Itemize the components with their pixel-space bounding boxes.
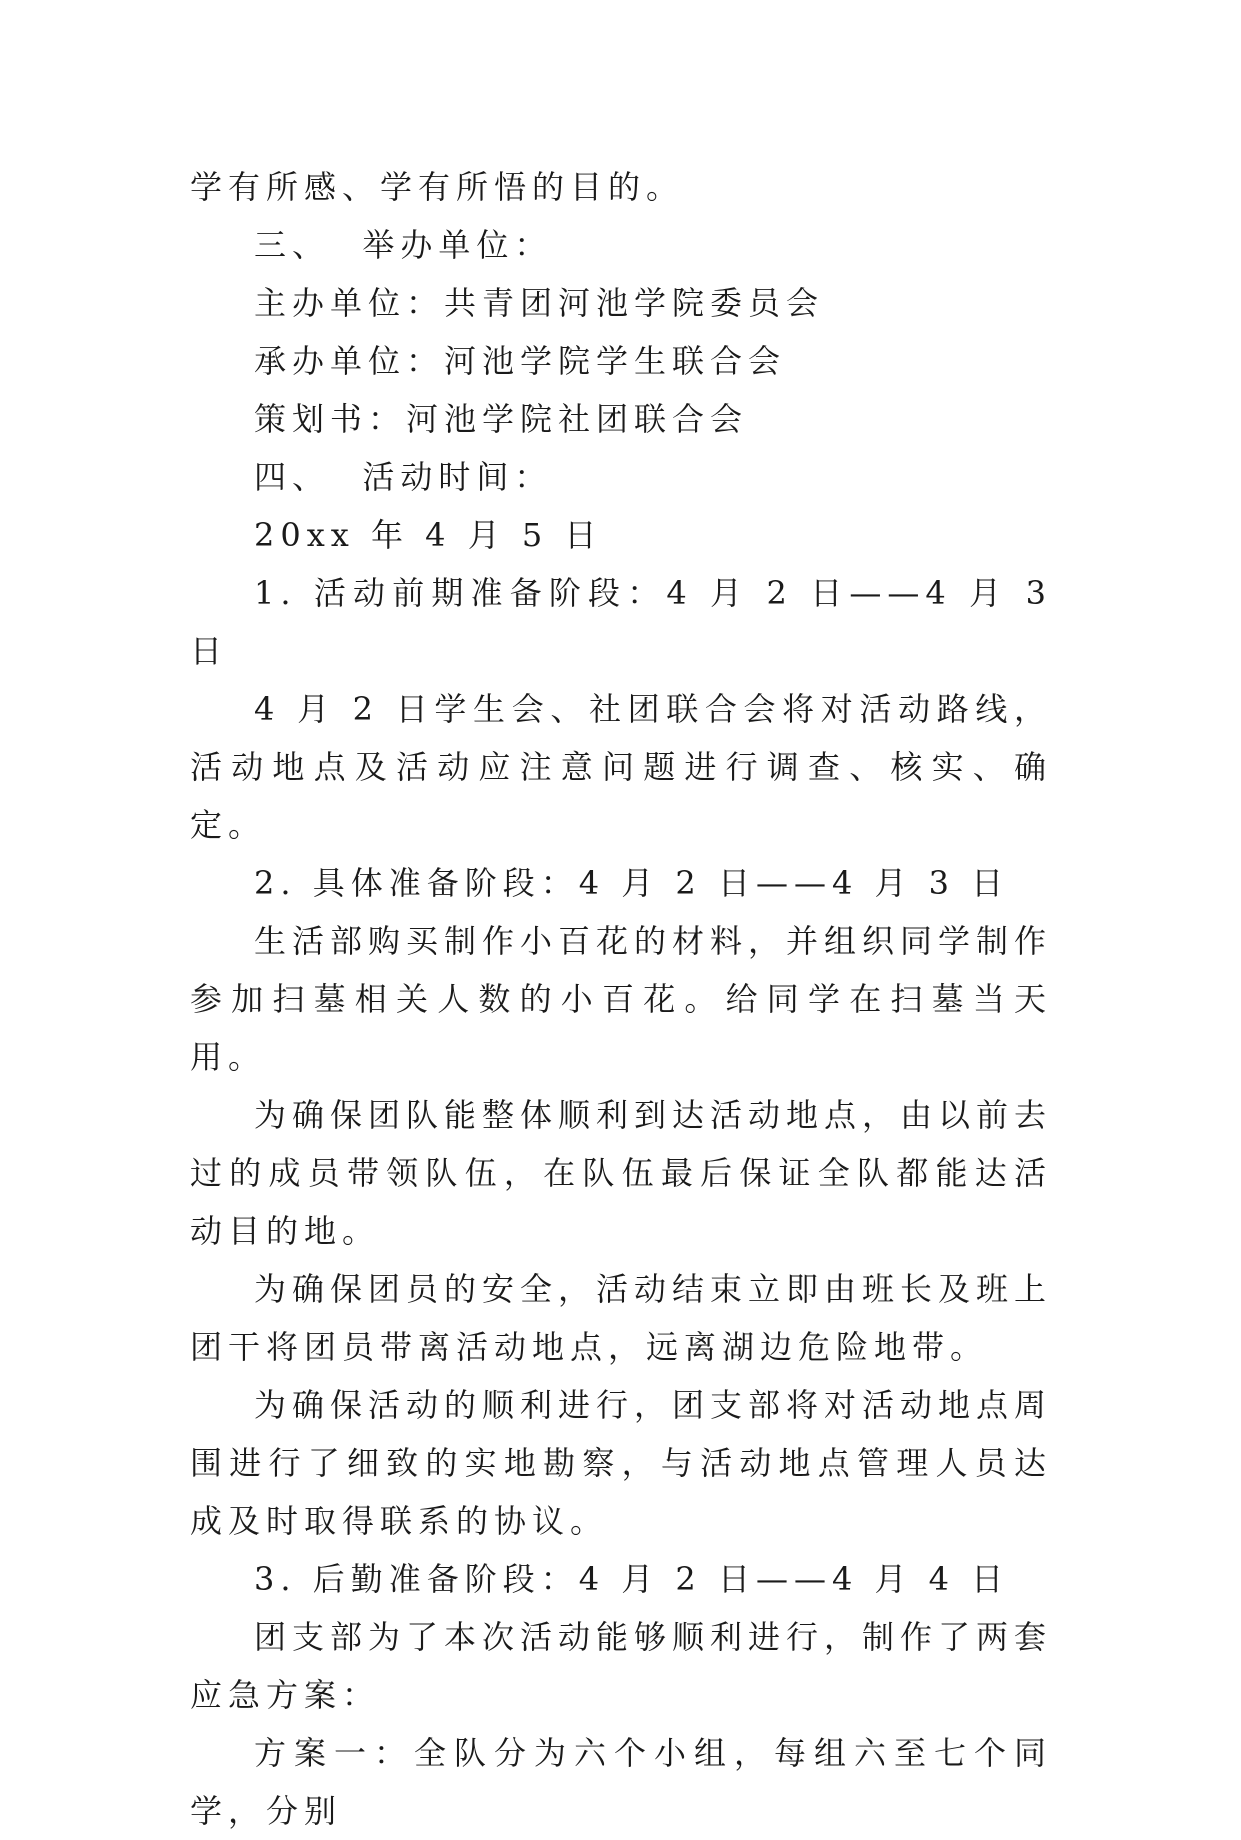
subheading-early-preparation: 1. 活动前期准备阶段：4 月 2 日——4 月 3 日 — [190, 574, 1069, 670]
paragraph-member-safety: 为确保团员的安全，活动结束立即由班长及班上团干将团员带离活动地点，远离湖边危险地带。 — [190, 1270, 1053, 1366]
paragraph-continuation: 学有所感、学有所悟的目的。 — [190, 168, 685, 206]
paragraph-site-inspection: 为确保活动的顺利进行，团支部将对活动地点周围进行了细致的实地勘察，与活动地点管理人员达成及时取得联系的协议。 — [190, 1386, 1053, 1540]
paragraph-planner: 策划书：河池学院社团联合会 — [254, 400, 749, 438]
paragraph-emergency-plans: 团支部为了本次活动能够顺利进行，制作了两套应急方案： — [190, 1618, 1053, 1714]
paragraph-activity-date: 20xx 年 4 月 5 日 — [254, 516, 603, 554]
subheading-specific-preparation: 2. 具体准备阶段：4 月 2 日——4 月 3 日 — [254, 864, 1010, 902]
paragraph-route-survey: 4 月 2 日学生会、社团联合会将对活动路线，活动地点及活动应注意问题进行调查、核实、确定。 — [190, 690, 1052, 844]
paragraph-flower-making: 生活部购买制作小百花的材料，并组织同学制作参加扫墓相关人数的小百花。给同学在扫墓当天用。 — [190, 922, 1053, 1076]
section-heading-activity-time: 四、 活动时间： — [254, 458, 553, 496]
section-heading-organizers: 三、 举办单位： — [254, 226, 553, 264]
paragraph-organizer-unit: 承办单位：河池学院学生联合会 — [254, 342, 787, 380]
subheading-logistics-preparation: 3. 后勤准备阶段：4 月 2 日——4 月 4 日 — [254, 1560, 1010, 1598]
paragraph-host-unit: 主办单位：共青团河池学院委员会 — [254, 284, 825, 322]
document-body — [190, 158, 1069, 1840]
paragraph-team-guidance: 为确保团队能整体顺利到达活动地点，由以前去过的成员带领队伍，在队伍最后保证全队都能达活动目的地。 — [190, 1096, 1053, 1250]
paragraph-plan-one: 方案一：全队分为六个小组，每组六至七个同学，分别 — [190, 1734, 1052, 1830]
